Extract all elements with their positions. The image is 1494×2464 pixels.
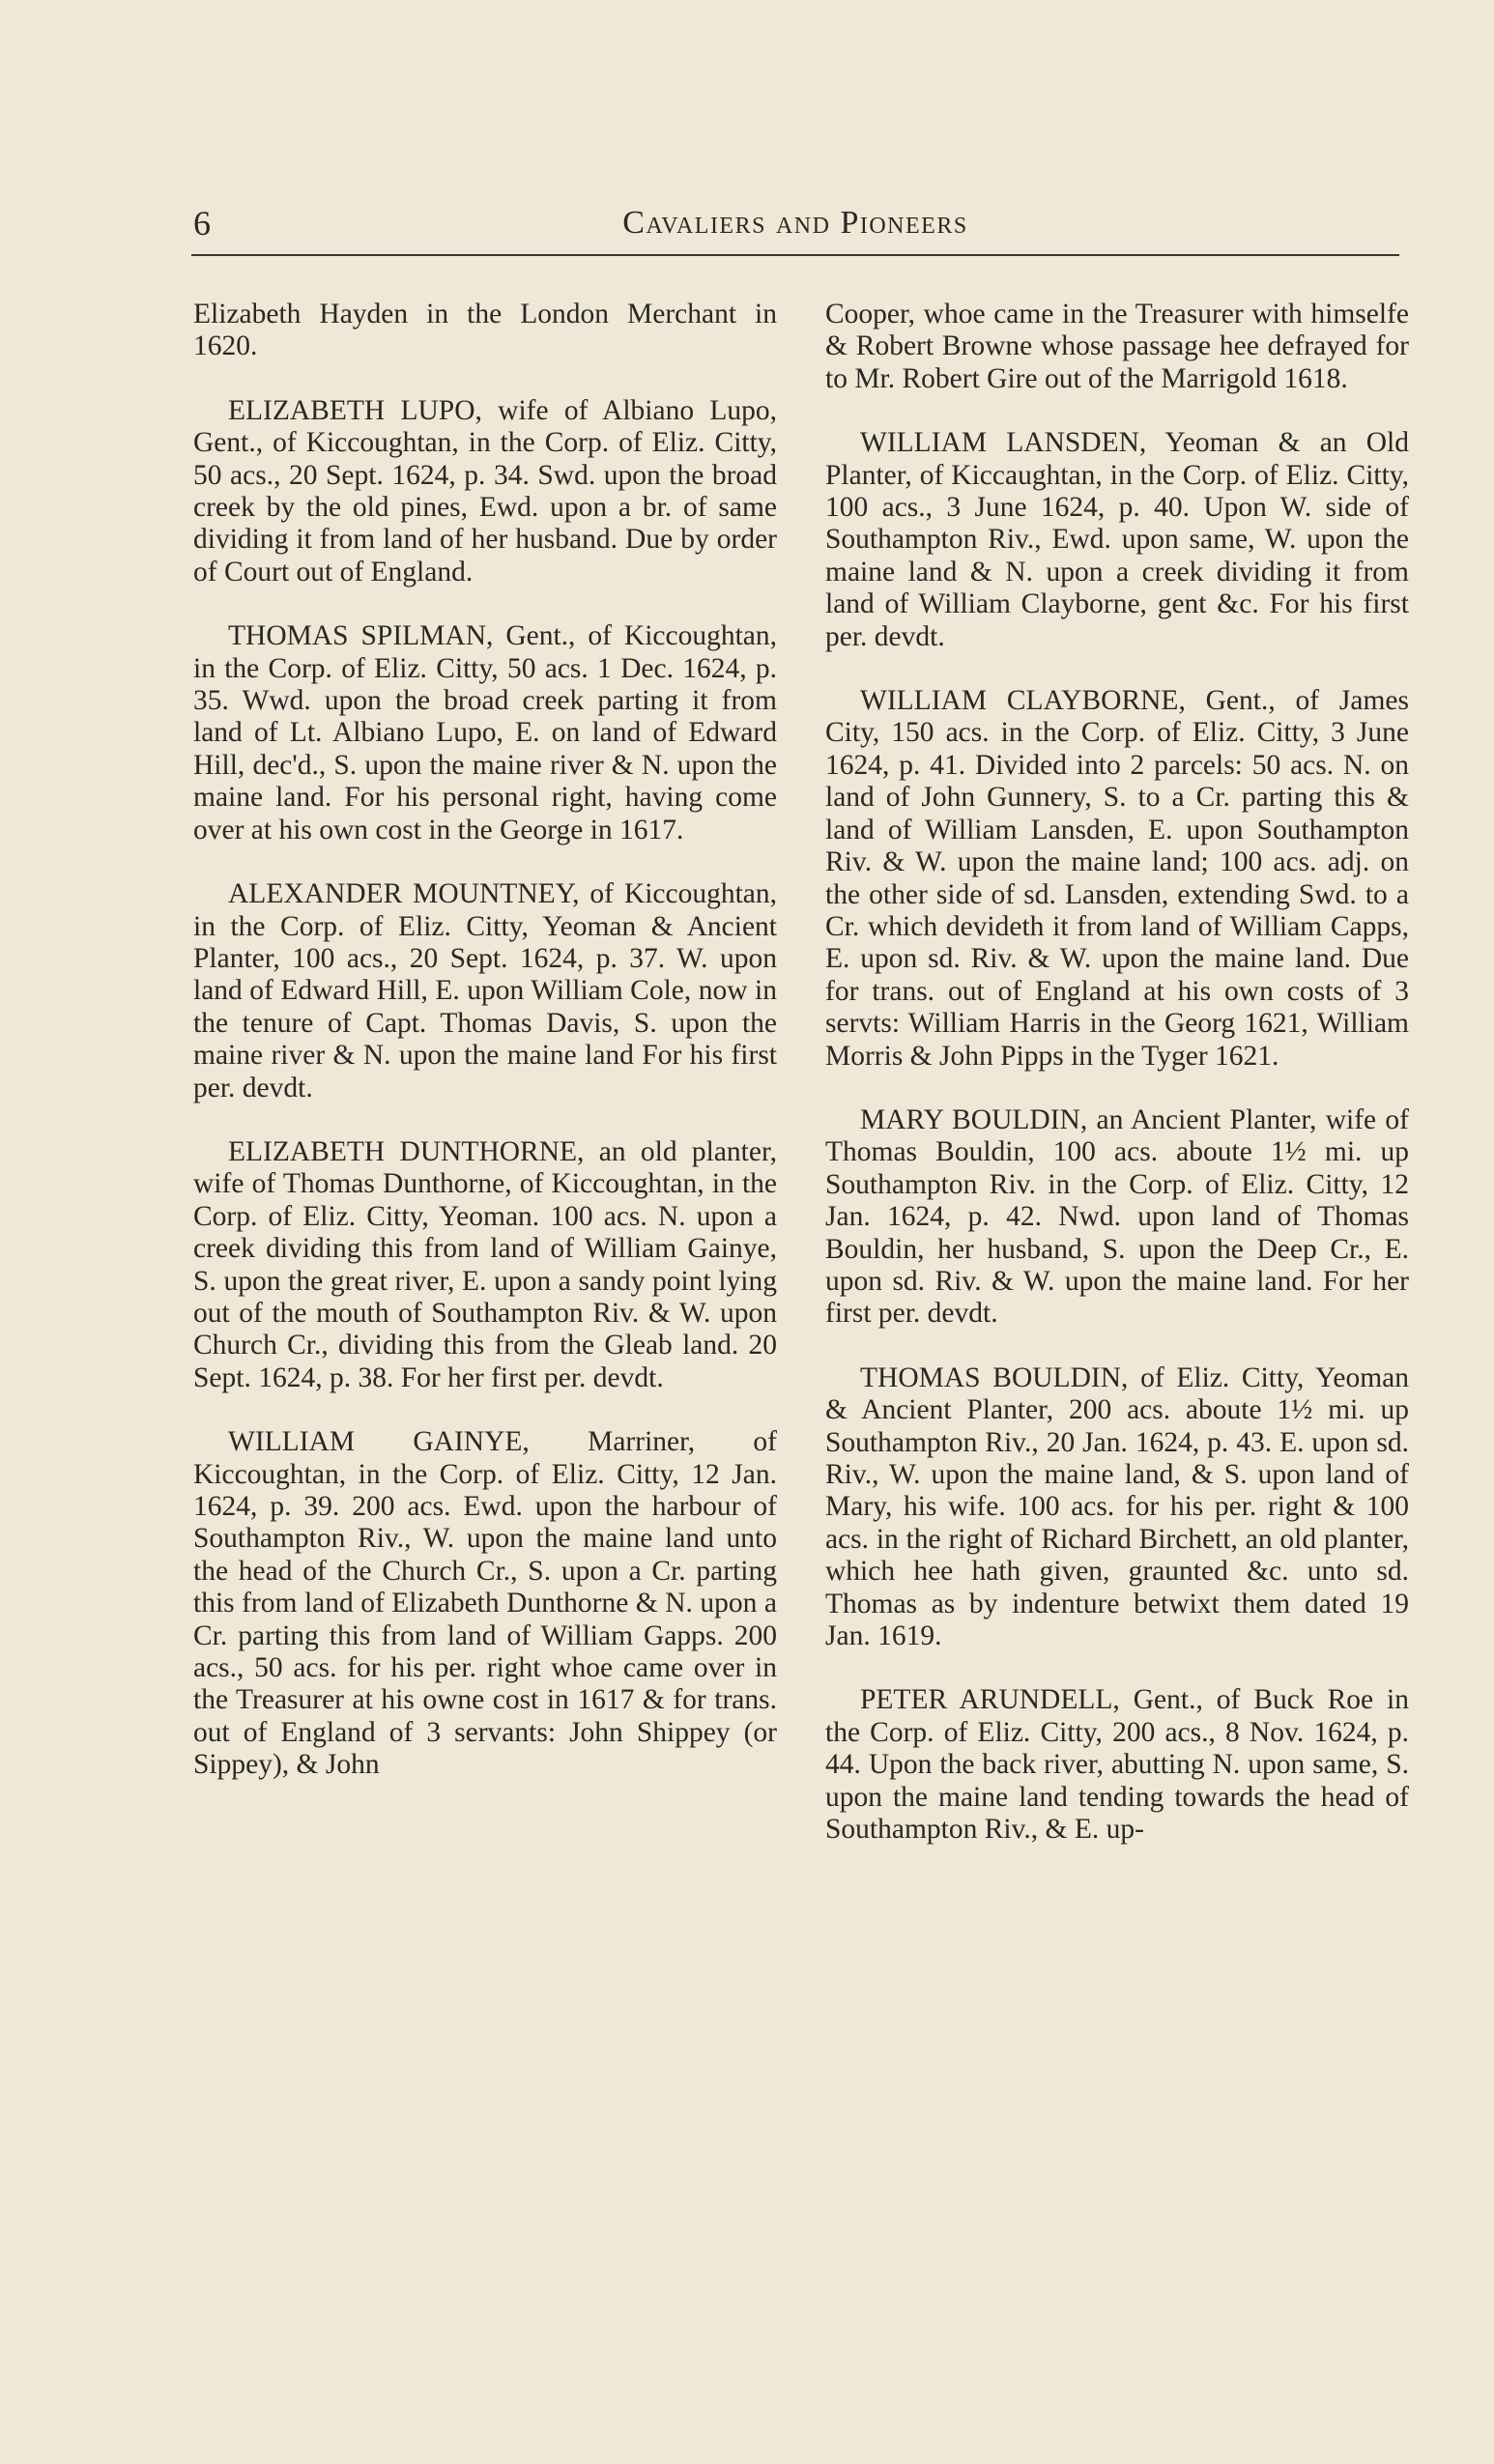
left-column <box>193 299 777 1814</box>
header-rule <box>191 254 1399 256</box>
entry-elizabeth-dunthorne: ELIZABETH DUNTHORNE, an old planter, wife of Thomas Dunthorne, of Kiccoughtan, in the Corp. of Eliz. Citty, Yeoman. 100 acs. N. upon a creek dividing this from land of William Gainye, S. upon the great river, E. upon a sandy point lying out of the mouth of Southampton Riv. & W. upon Church Cr., dividing this from the Gleab land. 20 Sept. 1624, p. 38. For her first per. devdt. <box>193 1135 777 1393</box>
entry-continuation: Elizabeth Hayden in the London Merchant in 1620. <box>193 299 777 362</box>
entry-elizabeth-lupo: ELIZABETH LUPO, wife of Albiano Lupo, Gent., of Kiccoughtan, in the Corp. of Eliz. Citty, 50 acs., 20 Sept. 1624, p. 34. Swd. upon the broad creek by the old pines, Ewd. upon a br. of same dividing it from land of her husband. Due by order of Court out of England. <box>193 394 777 587</box>
entry-william-clayborne: WILLIAM CLAYBORNE, Gent., of James City, 150 acs. in the Corp. of Eliz. Citty, 3 June 1624, p. 41. Divided into 2 parcels: 50 acs. N. on land of John Gunnery, S. to a Cr. parting this & land of William Lansden, E. upon Southampton Riv. & W. upon the maine land; 100 acs. adj. on the other side of sd. Lansden, extending Swd. to a Cr. which devideth it from land of William Capps, E. upon sd. Riv. & W. upon the maine land. Due for trans. out of England at his own costs of 3 servts: William Harris in the Georg 1621, William Morris & John Pipps in the Tyger 1621. <box>825 685 1409 1072</box>
entry-thomas-bouldin: THOMAS BOULDIN, of Eliz. Citty, Yeoman & Ancient Planter, 200 acs. aboute 1½ mi. up Southampton Riv., 20 Jan. 1624, p. 43. E. upon sd. Riv., W. upon the maine land, & S. upon land of Mary, his wife. 100 acs. for his per. right & 100 acs. in the right of Richard Birchett, an old planter, which hee hath given, graunted &c. unto sd. Thomas as by indenture betwixt them dated 19 Jan. 1619. <box>825 1361 1409 1652</box>
entry-peter-arundell: PETER ARUNDELL, Gent., of Buck Roe in the Corp. of Eliz. Citty, 200 acs., 8 Nov. 1624, p. 44. Upon the back river, abutting N. upon same, S. upon the maine land tending towards the head of Southampton Riv., & E. up- <box>825 1684 1409 1846</box>
entry-william-lansden: WILLIAM LANSDEN, Yeoman & an Old Planter, of Kiccaughtan, in the Corp. of Eliz. Citty, 100 acs., 3 June 1624, p. 40. Upon W. side of Southampton Riv., Ewd. upon same, W. upon the maine land & N. upon a creek dividing it from land of William Clayborne, gent &c. For his first per. devdt. <box>825 427 1409 652</box>
right-column <box>825 299 1409 1877</box>
entry-thomas-spilman: THOMAS SPILMAN, Gent., of Kiccoughtan, in the Corp. of Eliz. Citty, 50 acs. 1 Dec. 1624, p. 35. Wwd. upon the broad creek parting it from land of Lt. Albiano Lupo, E. on land of Edward Hill, dec'd., S. upon the maine river & N. upon the maine land. For his personal right, having come over at his own cost in the George in 1617. <box>193 620 777 845</box>
running-head <box>191 198 1399 252</box>
entry-alexander-mountney: ALEXANDER MOUNTNEY, of Kiccoughtan, in the Corp. of Eliz. Citty, Yeoman & Ancient Planter, 100 acs., 20 Sept. 1624, p. 37. W. upon land of Edward Hill, E. upon William Cole, now in the tenure of Capt. Thomas Davis, S. upon the maine river & N. upon the maine land For his first per. devdt. <box>193 878 777 1103</box>
entry-mary-bouldin: MARY BOULDIN, an Ancient Planter, wife of Thomas Bouldin, 100 acs. aboute 1½ mi. up Southampton Riv. in the Corp. of Eliz. Citty, 12 Jan. 1624, p. 42. Nwd. upon land of Thomas Bouldin, her husband, S. upon the Deep Cr., E. upon sd. Riv. & W. upon the maine land. For her first per. devdt. <box>825 1103 1409 1330</box>
book-title: Cavaliers and Pioneers <box>622 205 968 241</box>
page-number: 6 <box>193 204 211 243</box>
entry-william-gainye: WILLIAM GAINYE, Marriner, of Kiccoughtan, in the Corp. of Eliz. Citty, 12 Jan. 1624, p. 39. 200 acs. Ewd. upon the harbour of Southampton Riv., W. upon the maine land unto the head of the Church Cr., S. upon a Cr. parting this from land of Elizabeth Dunthorne & N. upon a Cr. parting this from land of William Gapps. 200 acs., 50 acs. for his per. right whoe came over in the Treasurer at his owne cost in 1617 & for trans. out of England of 3 servants: John Shippey (or Sippey), & John <box>193 1426 777 1781</box>
entry-continuation: Cooper, whoe came in the Treasurer with himselfe & Robert Browne whose passage hee defrayed for to Mr. Robert Gire out of the Marrigold 1618. <box>825 299 1409 394</box>
